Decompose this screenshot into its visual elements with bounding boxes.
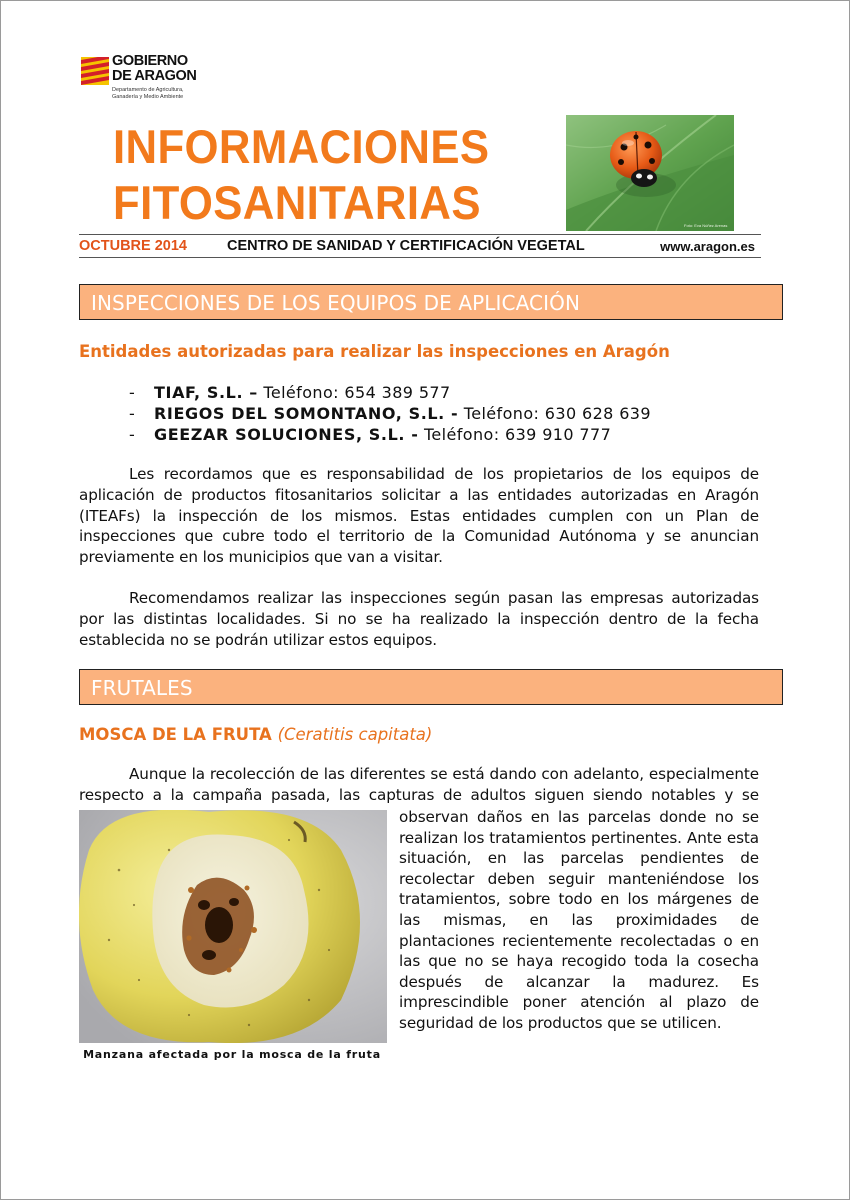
list-item — [129, 403, 651, 424]
section-frutales-header — [79, 669, 783, 705]
list-bullet: - — [129, 425, 136, 444]
photo-credit: Foto: Eva Núñez Arenas — [684, 223, 728, 228]
aragon-flag-icon — [81, 57, 109, 85]
photo-caption: Manzana afectada por la mosca de la fruta — [83, 1048, 381, 1061]
section-inspecciones-header — [79, 284, 783, 320]
header-bar — [79, 234, 761, 258]
list-bullet: - — [129, 383, 136, 402]
center-name: CENTRO DE SANIDAD Y CERTIFICACIÓN VEGETAL — [227, 238, 585, 254]
entity-name: GEEZAR SOLUCIONES, S.L. - — [154, 425, 419, 444]
apple-damage-photo — [79, 810, 387, 1043]
paragraph-mosca-continuation: observan daños en las parcelas donde no se realizan los tratamientos pertinentes. Ante esta situación, en las parcelas pendientes de recolectar deben seguir manteniéndose los tratamientos, sobre todo en los márgenes de las mismas, en las proximidades de plantaciones recientemente recolectadas o en las que no se haya recogido toda la cosecha después de alcanzar la madurez. Es imprescindible poner atención al plazo de seguridad de los productos que se utilicen. — [399, 808, 759, 1032]
website-link[interactable]: www.aragon.es — [660, 239, 755, 254]
gobierno-aragon-logo — [81, 53, 231, 105]
entity-phone: Teléfono: 654 389 577 — [257, 383, 451, 402]
issue-date: OCTUBRE 2014 — [79, 238, 187, 254]
paragraph-mosca-intro: Aunque la recolección de las diferentes se está dando con adelanto, especialmente respecto a la campaña pasada, las capturas de adultos siguen siendo notables y se — [79, 765, 759, 804]
section-inspecciones-title: INSPECCIONES DE LOS EQUIPOS DE APLICACIÓN — [91, 291, 581, 315]
section-frutales-title: FRUTALES — [91, 676, 193, 700]
paragraph-responsabilidad: Les recordamos que es responsabilidad de los propietarios de los equipos de aplicación de productos fitosanitarios solicitar a las entidades autorizadas en Aragón (ITEAFs) la inspección de los mismos. Estas entidades cumplen con un Plan de inspecciones que cubre todo el territorio de la Comunidad Autónoma y se anuncian previamente en los municipios que van a visitar. — [79, 465, 759, 567]
entities-list — [129, 382, 651, 445]
entity-name: TIAF, S.L. – — [154, 383, 258, 402]
list-item — [129, 424, 651, 445]
ladybug-photo — [566, 115, 734, 231]
masthead-line1: INFORMACIONES — [113, 120, 490, 173]
entity-phone: Teléfono: 639 910 777 — [418, 425, 612, 444]
logo-name: GOBIERNO DE ARAGON — [112, 53, 197, 84]
entities-subheading: Entidades autorizadas para realizar las inspecciones en Aragón — [79, 342, 670, 361]
entity-name: RIEGOS DEL SOMONTANO, S.L. - — [154, 404, 459, 423]
pest-scientific-name: (Ceratitis capitata) — [277, 725, 433, 744]
list-bullet: - — [129, 404, 136, 423]
pest-name: MOSCA DE LA FRUTA — [79, 725, 272, 744]
masthead-title — [113, 119, 489, 231]
list-item — [129, 382, 651, 403]
masthead-line2: FITOSANITARIAS — [113, 176, 481, 229]
paragraph-recomendacion: Recomendamos realizar las inspecciones según pasan las empresas autorizadas por las distintas localidades. Si no se ha realizado la inspección dentro de la fecha establecida no se podrán utilizar estos equipos. — [79, 589, 759, 649]
pest-heading — [79, 725, 432, 744]
logo-department: Departamento de Agricultura, Ganadería y Medio Ambiente — [112, 87, 184, 100]
entity-phone: Teléfono: 630 628 639 — [458, 404, 651, 423]
